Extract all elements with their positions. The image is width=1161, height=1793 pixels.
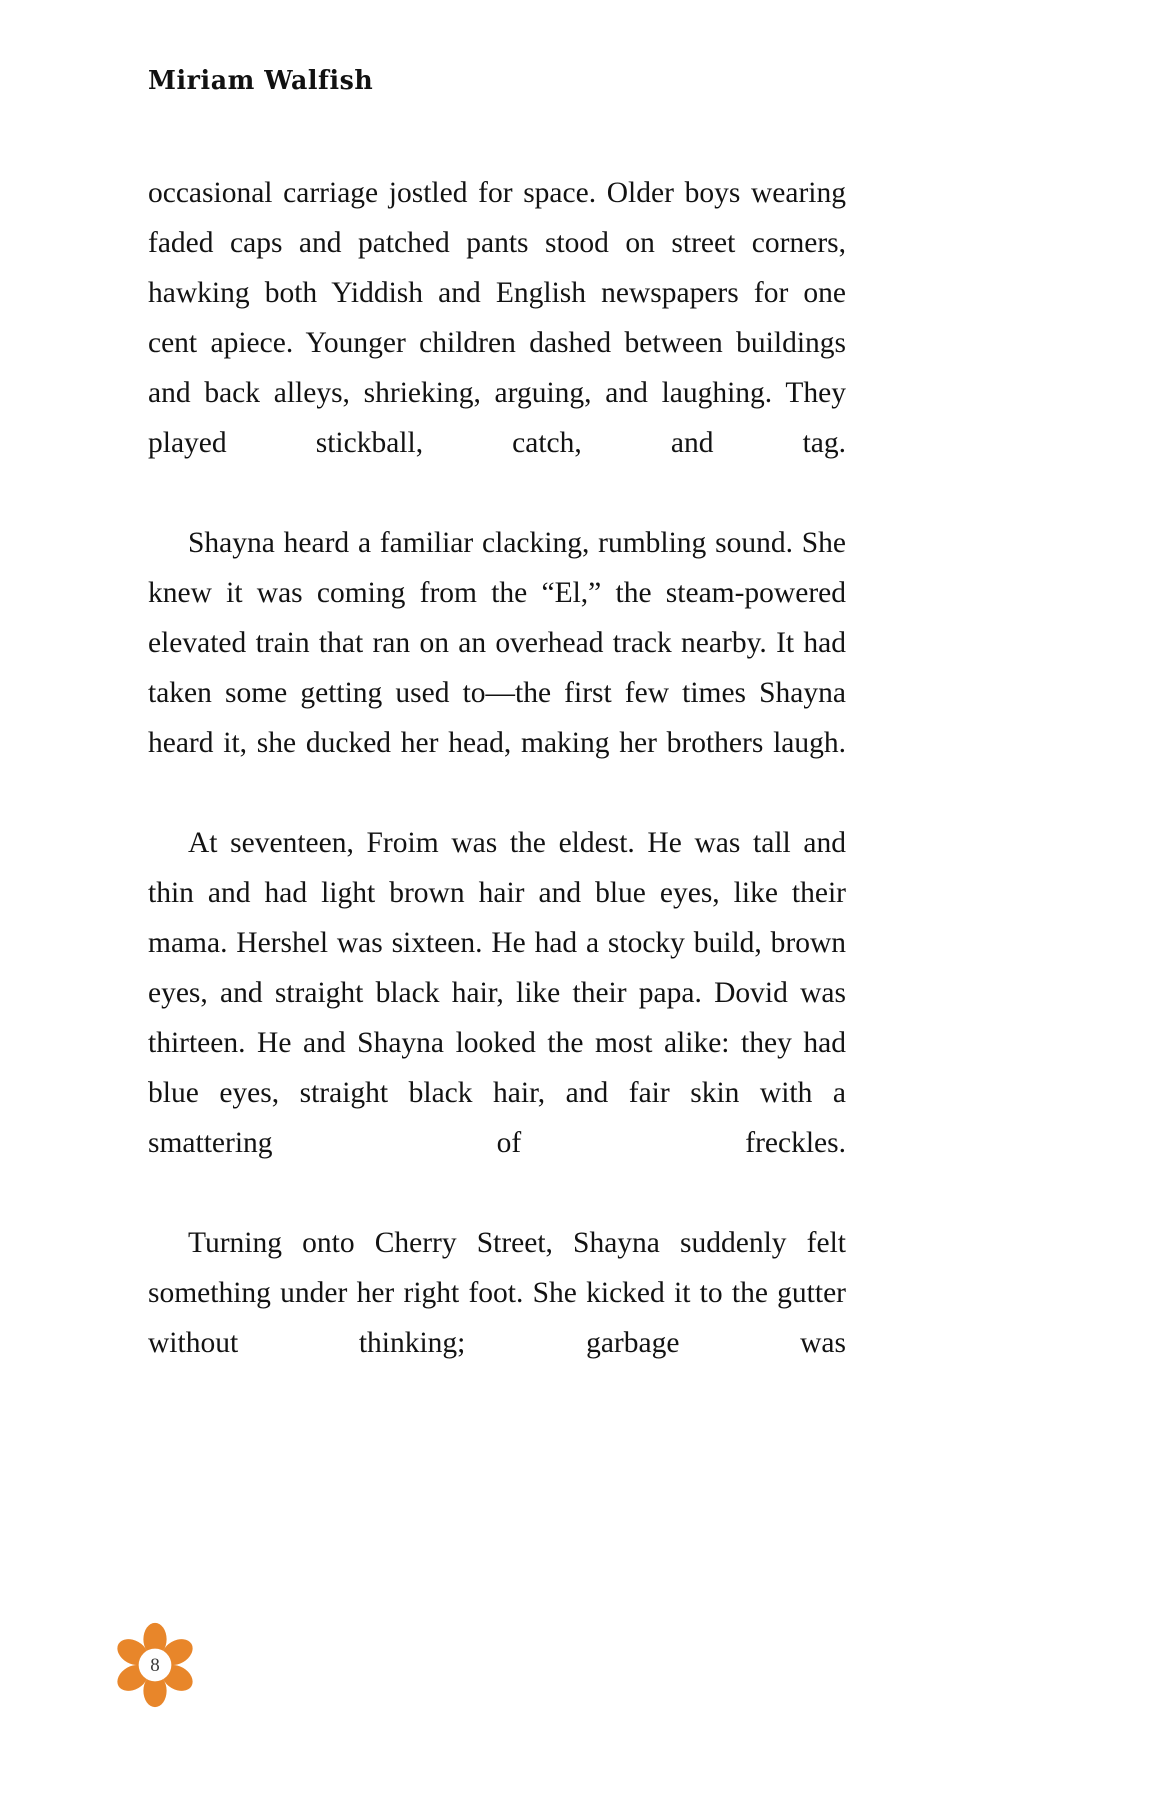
running-head: Miriam Walfish	[148, 66, 374, 96]
paragraph: At seventeen, Froim was the eldest. He was tall and thin and had light brown hair and blue eyes, like their mama. Hershel was sixteen. He had a stocky build, brown eyes, and straight black hair, like their papa. Dovid was thirteen. He and Shayna looked the most alike: they had blue eyes, straight black hair, and fair skin with a smattering of freckles.	[148, 827, 846, 1159]
page-number: 8	[150, 1655, 160, 1676]
paragraph: Turning onto Cherry Street, Shayna suddenly felt something under her right foot. She kicked it to the gutter without thinking; garbage was	[148, 1227, 846, 1359]
paragraph: occasional carriage jostled for space. Older boys wearing faded caps and patched pants stood on street corners, hawking both Yiddish and English newspapers for one cent apiece. Younger children dashed between buildings and back alleys, shrieking, arguing, and laughing. They played stickball, catch, and tag.	[148, 177, 846, 459]
body-text-column	[148, 168, 846, 1418]
page-number-ornament	[112, 1622, 198, 1708]
paragraph: Shayna heard a familiar clacking, rumbling sound. She knew it was coming from the “El,” the steam-powered elevated train that ran on an overhead track nearby. It had taken some getting used to—the first few times Shayna heard it, she ducked her head, making her brothers laugh.	[148, 527, 846, 759]
